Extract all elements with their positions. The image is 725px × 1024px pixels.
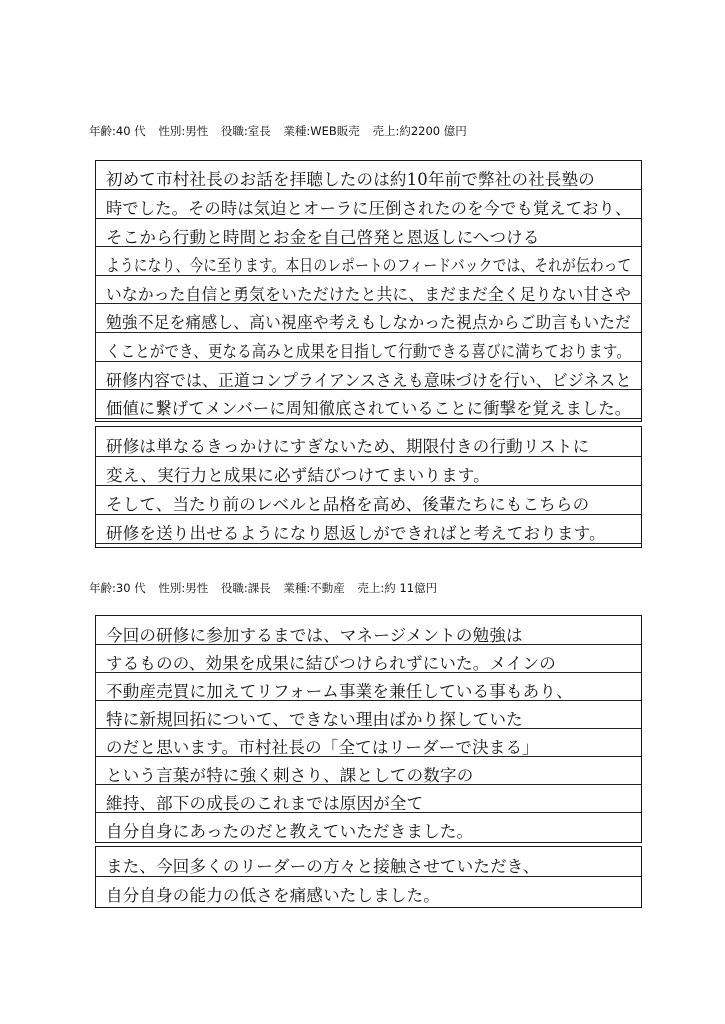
handwritten-comment-sheet-1a (95, 160, 642, 422)
handwritten-line: するものの、効果を成果に結びつけられずにいた。メインの (106, 654, 556, 673)
handwritten-line: 研修は単なるきっかけにすぎないため、期限付きの行動リストに (106, 437, 590, 456)
ruled-line (96, 332, 641, 333)
handwritten-line: そこから行動と時間とお金を自己啓発と恩返しにへつける (106, 227, 540, 247)
sales-label: 売上:約2200 億円 (372, 124, 467, 138)
handwritten-line: くことができ、更なる高みと成果を目指して行動できる喜びに満ちております。 (106, 342, 632, 361)
ruled-line (96, 275, 641, 276)
ruled-line (96, 456, 641, 457)
handwritten-line: 初めて市村社長のお話を拝聴したのは約10年前で弊社の社長塾の (106, 170, 595, 190)
handwritten-line: 変え、実行力と成果に必ず結びつけてまいります。 (106, 466, 490, 485)
ruled-line (96, 246, 641, 247)
industry-label: 業種:WEB販売 (283, 124, 360, 138)
ruled-line (96, 543, 641, 544)
handwritten-line: 自分自身の能力の低さを痛感いたしました。 (106, 886, 440, 905)
handwritten-line: 特に新規回拓について、できない理由ばかり探していた (106, 710, 523, 729)
handwritten-line: 自分自身にあったのだと教えていただきました。 (106, 822, 474, 841)
gender-label: 性別:男性 (158, 124, 209, 138)
handwritten-line: 研修を送り出せるようになり恩返しができればと考えております。 (106, 524, 606, 543)
handwritten-line: のだと思います。市村社長の「全てはリーダーで決まる」 (106, 738, 539, 757)
gender-label: 性別:男性 (158, 581, 209, 595)
ruled-line (96, 189, 641, 190)
ruled-line (96, 303, 641, 304)
handwritten-line: また、今回多くのリーダーの方々と接触させていただき、 (106, 857, 540, 876)
handwritten-comment-sheet-1b (95, 426, 642, 548)
ruled-line (96, 728, 641, 729)
handwritten-line: 今回の研修に参加するまでは、マネージメントの勉強は (106, 626, 523, 645)
ruled-line (96, 812, 641, 813)
handwritten-line: 維持、部下の成長のこれまでは原因が全て (106, 794, 424, 813)
handwritten-line: 価値に繋げてメンバーに周知徹底されていることに衝撃を覚えました。 (106, 399, 632, 419)
respondent-info-1 (89, 123, 476, 139)
age-label: 年齢:40 代 (89, 124, 146, 138)
ruled-line (96, 485, 641, 486)
industry-label: 業種:不動産 (283, 581, 345, 595)
ruled-line (96, 514, 641, 515)
ruled-line (96, 418, 641, 419)
age-label: 年齢:30 代 (89, 581, 146, 595)
position-label: 役職:室長 (220, 124, 271, 138)
handwritten-comment-sheet-2b (95, 846, 642, 908)
handwritten-comment-sheet-2a (95, 615, 642, 843)
sales-label: 売上:約 11億円 (357, 581, 438, 595)
ruled-line (96, 672, 641, 673)
handwritten-line: 不動産売買に加えてリフォーム事業を兼任している事もあり、 (106, 682, 573, 701)
handwritten-line: 時でした。その時は気迫とオーラに圧倒されたのを今でも覚えており、 (106, 199, 632, 218)
ruled-line (96, 756, 641, 757)
ruled-line (96, 644, 641, 645)
respondent-info-2 (89, 580, 446, 596)
handwritten-line: 研修内容では、正道コンプライアンスさえも意味づけを行い、ビジネスと (106, 370, 632, 390)
handwritten-line: いなかった自信と勇気をいただけたと共に、まだまだ全く足りない甘さや (106, 284, 632, 304)
handwritten-line: という言葉が特に強く刺さり、課としての数字の (106, 766, 474, 785)
handwritten-line: そして、当たり前のレベルと品格を高め、後輩たちにもこちらの (106, 495, 590, 514)
handwritten-line: ようになり、今に至ります。本日のレポートのフィードバックでは、それが伝わって (106, 256, 632, 276)
ruled-line (96, 876, 641, 877)
ruled-line (96, 361, 641, 362)
ruled-line (96, 784, 641, 785)
ruled-line (96, 218, 641, 219)
handwritten-line: 勉強不足を痛感し、高い視座や考えもしなかった視点からご助言もいただ (106, 313, 632, 333)
ruled-line (96, 700, 641, 701)
ruled-line (96, 389, 641, 390)
position-label: 役職:課長 (220, 581, 271, 595)
